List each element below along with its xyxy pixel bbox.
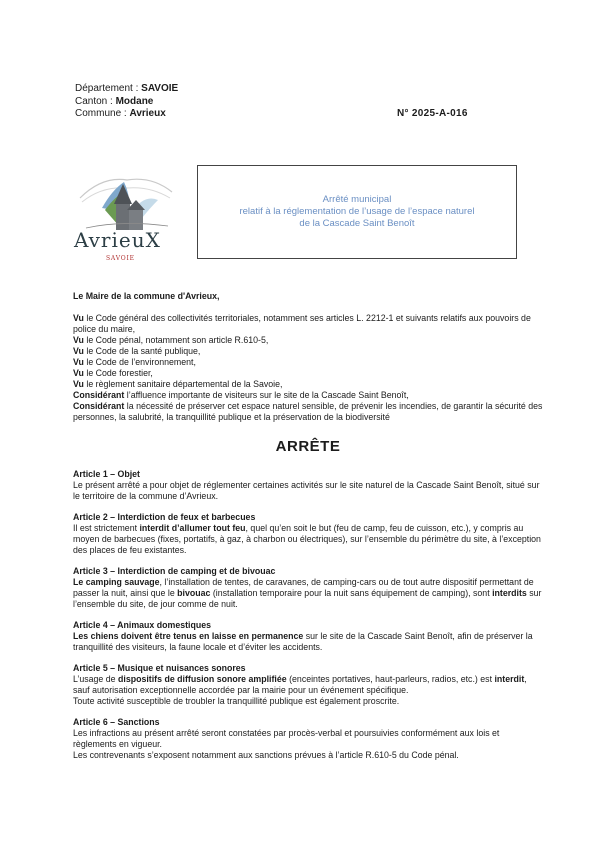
commune-line: Commune : Avrieux	[75, 108, 166, 119]
preamble	[73, 313, 543, 423]
article-title: Article 1 – Objet	[73, 469, 140, 479]
vu-line: Vu le règlement sanitaire départemental de la Savoie,	[73, 379, 283, 389]
canton-line: Canton : Modane	[75, 95, 154, 107]
article-3	[73, 566, 543, 610]
arrete-heading: ARRÊTE	[275, 438, 341, 455]
title-line-1: Arrêté municipal	[322, 194, 392, 205]
article-6	[73, 717, 543, 761]
vu-line: Vu le Code forestier,	[73, 368, 153, 378]
article-text: Le présent arrêté a pour objet de réglementer certaines activités sur le site naturel de la Cascade Saint Benoît, situé sur le territoire de la commune d’Avrieux.	[73, 480, 540, 501]
article-text: Il est strictement interdit d’allumer tout feu, quel qu’en soit le but (feu de camp, feu de cuisson, etc.), y compris au moyen de barbecues (fixes, portatifs, à gaz, à charbon ou électriques), sur l’ensemble du périmètre du site, à l’exception des places de feu existantes.	[73, 523, 541, 555]
article-text: Les chiens doivent être tenus en laisse en permanence sur le site de la Cascade Saint Benoît, afin de préserver la tranquillité des visiteurs, la faune locale et d’éviter les accidents.	[73, 631, 533, 652]
vu-line: Vu le Code de l’environnement,	[73, 357, 196, 367]
title-line-2: relatif à la réglementation de l’usage de l’espace naturel	[239, 206, 475, 217]
vu-line: Vu le Code pénal, notamment son article R.610-5,	[73, 335, 269, 345]
maire-heading: Le Maire de la commune d'Avrieux,	[73, 291, 220, 301]
title-box-text	[198, 194, 516, 230]
article-text: Toute activité susceptible de troubler la tranquillité publique est également proscrite.	[73, 696, 400, 706]
article-4	[73, 620, 543, 653]
article-text: Le camping sauvage, l’installation de tentes, de caravanes, de camping-cars ou de tout autre dispositif permettant de passer la nuit, ainsi que le bivouac (installation temporaire pour la nuit sans équipement de camping), sont interdits sur l’ensemble du site, de jour comme de nuit.	[73, 577, 542, 609]
article-text: L’usage de dispositifs de diffusion sonore amplifiée (enceintes portatives, haut-parleurs, radios, etc.) est interdit, sauf autorisation exceptionnelle accordée par la mairie pour un événement spécifique.	[73, 674, 527, 695]
avrieux-logo-icon	[72, 168, 182, 268]
document-body	[73, 291, 543, 771]
article-2	[73, 512, 543, 556]
considerant-line: Considérant la nécessité de préserver cet espace naturel sensible, de prévenir les incendies, de garantir la sécurité des personnes, la salubrité, la tranquillité publique et la préservation de la biodiversité	[73, 401, 543, 422]
title-line-3: de la Cascade Saint Benoît	[299, 218, 415, 229]
arrete-number: N° 2025-A-016	[397, 108, 468, 119]
article-text: Les infractions au présent arrêté seront constatées par procès-verbal et poursuivies conformément aux lois et règlements en vigueur.	[73, 728, 500, 749]
article-title: Article 6 – Sanctions	[73, 717, 160, 727]
article-5	[73, 663, 543, 707]
logo-wordmark: AvrieuX	[74, 228, 161, 252]
logo-subtitle: SAVOIE	[106, 255, 135, 262]
title-box	[197, 165, 517, 259]
article-title: Article 4 – Animaux domestiques	[73, 620, 212, 630]
article-title: Article 2 – Interdiction de feux et barbecues	[73, 512, 256, 522]
considerant-line: Considérant l’affluence importante de visiteurs sur le site de la Cascade Saint Benoît,	[73, 390, 409, 400]
vu-line: Vu le Code général des collectivités territoriales, notamment ses articles L. 2212-1 et suivants relatifs aux pouvoirs de police du maire,	[73, 313, 531, 334]
article-text: Les contrevenants s’exposent notamment aux sanctions prévues à l’article R.610-5 du Code pénal.	[73, 750, 459, 760]
departement-line: Département : SAVOIE	[75, 83, 179, 94]
document-header	[75, 83, 178, 121]
article-1	[73, 469, 543, 502]
article-title: Article 3 – Interdiction de camping et de bivouac	[73, 566, 276, 576]
article-title: Article 5 – Musique et nuisances sonores	[73, 663, 246, 673]
vu-line: Vu le Code de la santé publique,	[73, 346, 201, 356]
